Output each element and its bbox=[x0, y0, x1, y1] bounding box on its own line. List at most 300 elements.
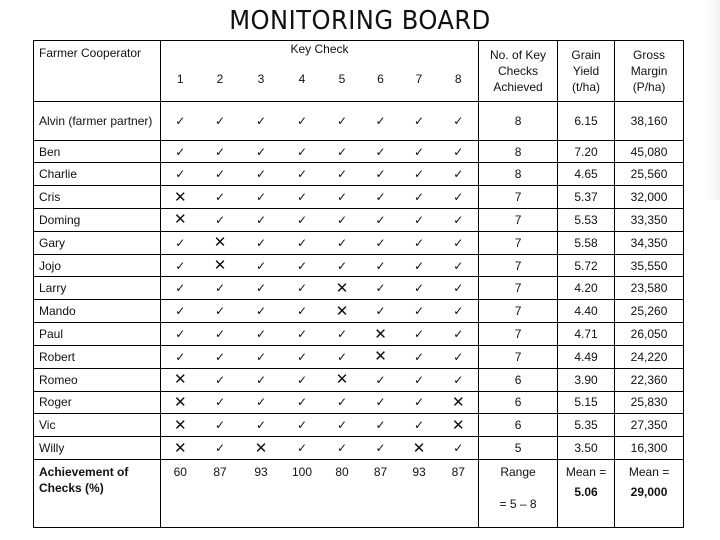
key-check-cell bbox=[439, 345, 479, 368]
check-mark-icon: ✓ bbox=[453, 235, 464, 250]
cross-mark-icon: ✕ bbox=[451, 415, 465, 434]
key-check-cell bbox=[439, 231, 479, 254]
grain-yield-value: 4.20 bbox=[558, 277, 615, 300]
achieved-count: 7 bbox=[479, 209, 558, 232]
check-mark-icon: ✓ bbox=[296, 372, 308, 387]
key-check-cell bbox=[161, 414, 200, 437]
check-mark-icon: ✓ bbox=[336, 349, 348, 364]
key-check-cell bbox=[362, 345, 400, 368]
check-mark-icon: ✓ bbox=[255, 258, 267, 273]
key-check-cell bbox=[200, 323, 241, 346]
margin-mean-cell bbox=[615, 460, 684, 528]
check-mark-icon: ✓ bbox=[255, 190, 267, 205]
check-mark-icon: ✓ bbox=[453, 441, 464, 456]
key-check-cell bbox=[161, 254, 200, 277]
cross-mark-icon: ✕ bbox=[173, 415, 187, 434]
key-check-cell bbox=[200, 300, 241, 323]
key-check-cell bbox=[362, 163, 400, 186]
key-check-cell bbox=[400, 163, 439, 186]
check-mark-icon: ✓ bbox=[296, 304, 308, 319]
check-mark-icon: ✓ bbox=[413, 144, 425, 159]
check-mark-icon: ✓ bbox=[375, 235, 386, 250]
key-check-cell bbox=[200, 101, 241, 140]
check-mark-icon: ✓ bbox=[336, 327, 348, 341]
key-check-cell bbox=[241, 277, 282, 300]
key-check-cell bbox=[282, 209, 323, 232]
key-check-cell bbox=[362, 414, 400, 437]
check-mark-icon: ✓ bbox=[175, 144, 186, 159]
check-mark-icon: ✓ bbox=[375, 190, 386, 205]
gross-margin-value: 16,300 bbox=[615, 437, 684, 460]
check-mark-icon: ✓ bbox=[255, 304, 267, 319]
farmer-row bbox=[34, 414, 684, 437]
check-mark-icon: ✓ bbox=[175, 304, 186, 319]
check-mark-icon: ✓ bbox=[175, 235, 186, 250]
check-mark-icon: ✓ bbox=[214, 418, 226, 433]
gross-margin-value: 34,350 bbox=[615, 231, 684, 254]
check-mark-icon: ✓ bbox=[336, 167, 348, 182]
check-mark-icon: ✓ bbox=[336, 235, 348, 250]
range-label: Range bbox=[500, 465, 536, 479]
key-check-cell bbox=[323, 254, 362, 277]
check-mark-icon: ✓ bbox=[413, 349, 425, 364]
key-check-cell bbox=[439, 391, 479, 414]
gross-margin-value: 26,050 bbox=[615, 323, 684, 346]
header-key-check: Key Check bbox=[161, 41, 479, 58]
key-check-cell bbox=[161, 277, 200, 300]
key-check-cell bbox=[439, 254, 479, 277]
key-check-cell bbox=[323, 186, 362, 209]
check-mark-icon: ✓ bbox=[296, 441, 308, 456]
farmer-name: Vic bbox=[34, 414, 161, 437]
check-mark-icon: ✓ bbox=[175, 349, 186, 364]
check-mark-icon: ✓ bbox=[453, 113, 464, 128]
achieved-count: 7 bbox=[479, 231, 558, 254]
check-mark-icon: ✓ bbox=[255, 235, 267, 250]
grain-yield-value: 5.35 bbox=[558, 414, 615, 437]
achieved-count: 8 bbox=[479, 140, 558, 163]
check-mark-icon: ✓ bbox=[296, 113, 308, 128]
grain-yield-value: 4.40 bbox=[558, 300, 615, 323]
gross-margin-value: 38,160 bbox=[615, 101, 684, 140]
farmer-row bbox=[34, 368, 684, 391]
key-number: 3 bbox=[241, 57, 282, 101]
check-mark-icon: ✓ bbox=[175, 281, 186, 296]
key-check-cell bbox=[282, 254, 323, 277]
key-check-cell bbox=[323, 209, 362, 232]
check-mark-icon: ✓ bbox=[336, 144, 348, 159]
key-check-cell bbox=[362, 140, 400, 163]
yield-mean-label: Mean = bbox=[565, 465, 607, 479]
gross-margin-value: 25,260 bbox=[615, 300, 684, 323]
achieved-count: 6 bbox=[479, 368, 558, 391]
check-mark-icon: ✓ bbox=[296, 418, 308, 433]
check-mark-icon: ✓ bbox=[375, 372, 386, 387]
key-check-cell bbox=[362, 209, 400, 232]
key-check-cell bbox=[400, 391, 439, 414]
key-check-cell bbox=[282, 277, 323, 300]
check-mark-icon: ✓ bbox=[413, 167, 425, 182]
grain-yield-value: 3.90 bbox=[558, 368, 615, 391]
check-mark-icon: ✓ bbox=[375, 144, 386, 159]
key-check-cell bbox=[241, 391, 282, 414]
check-mark-icon: ✓ bbox=[453, 327, 464, 341]
key-check-cell bbox=[282, 163, 323, 186]
range-value: = 5 – 8 bbox=[499, 497, 537, 511]
key-check-cell bbox=[362, 391, 400, 414]
key-check-cell bbox=[400, 345, 439, 368]
check-mark-icon: ✓ bbox=[413, 327, 425, 341]
key-check-cell bbox=[161, 163, 200, 186]
grain-yield-value: 5.58 bbox=[558, 231, 615, 254]
key-check-cell bbox=[241, 101, 282, 140]
key-check-cell bbox=[241, 345, 282, 368]
check-mark-icon: ✓ bbox=[175, 113, 186, 128]
cross-mark-icon: ✕ bbox=[213, 233, 227, 252]
key-check-cell bbox=[161, 186, 200, 209]
achievement-value: 93 bbox=[400, 460, 439, 528]
check-mark-icon: ✓ bbox=[413, 304, 425, 319]
key-check-cell bbox=[323, 437, 362, 460]
gross-margin-value: 23,580 bbox=[615, 277, 684, 300]
key-check-cell bbox=[282, 323, 323, 346]
key-check-cell bbox=[200, 186, 241, 209]
header-farmer: Farmer Cooperator bbox=[34, 41, 161, 102]
check-mark-icon: ✓ bbox=[214, 212, 226, 227]
key-check-cell bbox=[323, 277, 362, 300]
key-check-cell bbox=[323, 414, 362, 437]
grain-yield-value: 3.50 bbox=[558, 437, 615, 460]
grain-yield-value: 7.20 bbox=[558, 140, 615, 163]
key-check-cell bbox=[241, 140, 282, 163]
key-check-cell bbox=[400, 300, 439, 323]
key-check-cell bbox=[200, 368, 241, 391]
check-mark-icon: ✓ bbox=[175, 258, 186, 273]
farmer-row bbox=[34, 345, 684, 368]
monitoring-table bbox=[33, 40, 684, 528]
key-check-cell bbox=[439, 277, 479, 300]
key-check-cell bbox=[241, 209, 282, 232]
cross-mark-icon: ✕ bbox=[213, 256, 227, 275]
check-mark-icon: ✓ bbox=[336, 441, 348, 456]
farmer-row bbox=[34, 101, 684, 140]
check-mark-icon: ✓ bbox=[375, 113, 386, 128]
check-mark-icon: ✓ bbox=[375, 441, 386, 456]
cross-mark-icon: ✕ bbox=[173, 187, 187, 206]
key-check-cell bbox=[241, 300, 282, 323]
grain-yield-value: 4.71 bbox=[558, 323, 615, 346]
key-check-cell bbox=[282, 437, 323, 460]
farmer-name: Charlie bbox=[34, 163, 161, 186]
key-check-cell bbox=[200, 345, 241, 368]
key-check-cell bbox=[282, 186, 323, 209]
achieved-count: 5 bbox=[479, 437, 558, 460]
key-check-cell bbox=[161, 300, 200, 323]
key-check-cell bbox=[161, 231, 200, 254]
key-check-cell bbox=[362, 437, 400, 460]
gross-margin-value: 35,550 bbox=[615, 254, 684, 277]
check-mark-icon: ✓ bbox=[296, 327, 308, 341]
achieved-count: 7 bbox=[479, 277, 558, 300]
key-check-cell bbox=[241, 163, 282, 186]
check-mark-icon: ✓ bbox=[336, 418, 348, 433]
farmer-name: Willy bbox=[34, 437, 161, 460]
key-check-cell bbox=[362, 300, 400, 323]
farmer-name: Doming bbox=[34, 209, 161, 232]
farmer-row bbox=[34, 254, 684, 277]
achievement-value: 93 bbox=[241, 460, 282, 528]
achievement-value: 80 bbox=[323, 460, 362, 528]
check-mark-icon: ✓ bbox=[453, 349, 464, 364]
check-mark-icon: ✓ bbox=[413, 281, 425, 296]
key-check-cell bbox=[161, 209, 200, 232]
check-mark-icon: ✓ bbox=[413, 212, 425, 227]
key-check-cell bbox=[439, 140, 479, 163]
key-check-cell bbox=[200, 437, 241, 460]
farmer-row bbox=[34, 186, 684, 209]
cross-mark-icon: ✕ bbox=[254, 438, 268, 457]
farmer-name: Cris bbox=[34, 186, 161, 209]
key-check-cell bbox=[323, 368, 362, 391]
check-mark-icon: ✓ bbox=[413, 113, 425, 128]
key-check-cell bbox=[161, 345, 200, 368]
key-number: 8 bbox=[439, 57, 479, 101]
check-mark-icon: ✓ bbox=[453, 212, 464, 227]
farmer-row bbox=[34, 437, 684, 460]
key-check-cell bbox=[323, 140, 362, 163]
achievement-row bbox=[34, 460, 684, 528]
check-mark-icon: ✓ bbox=[214, 349, 226, 364]
cross-mark-icon: ✕ bbox=[335, 370, 349, 389]
check-mark-icon: ✓ bbox=[214, 113, 226, 128]
check-mark-icon: ✓ bbox=[214, 372, 226, 387]
check-mark-icon: ✓ bbox=[296, 190, 308, 205]
check-mark-icon: ✓ bbox=[336, 395, 348, 410]
check-mark-icon: ✓ bbox=[336, 113, 348, 128]
farmer-row bbox=[34, 140, 684, 163]
check-mark-icon: ✓ bbox=[375, 212, 386, 227]
key-check-cell bbox=[282, 231, 323, 254]
check-mark-icon: ✓ bbox=[336, 190, 348, 205]
gross-margin-value: 32,000 bbox=[615, 186, 684, 209]
cross-mark-icon: ✕ bbox=[374, 347, 387, 366]
check-mark-icon: ✓ bbox=[296, 349, 308, 364]
gross-margin-value: 25,830 bbox=[615, 391, 684, 414]
key-check-cell bbox=[161, 437, 200, 460]
grain-yield-value: 4.49 bbox=[558, 345, 615, 368]
key-check-cell bbox=[282, 345, 323, 368]
achieved-count: 7 bbox=[479, 345, 558, 368]
grain-yield-value: 4.65 bbox=[558, 163, 615, 186]
key-check-cell bbox=[200, 277, 241, 300]
check-mark-icon: ✓ bbox=[255, 144, 267, 159]
key-number: 1 bbox=[161, 57, 200, 101]
key-check-cell bbox=[323, 231, 362, 254]
check-mark-icon: ✓ bbox=[453, 190, 464, 205]
key-check-cell bbox=[400, 368, 439, 391]
key-check-cell bbox=[362, 254, 400, 277]
yield-mean-value: 5.06 bbox=[574, 485, 598, 499]
farmer-row bbox=[34, 209, 684, 232]
check-mark-icon: ✓ bbox=[453, 372, 464, 387]
check-mark-icon: ✓ bbox=[214, 144, 226, 159]
cross-mark-icon: ✕ bbox=[173, 370, 187, 389]
key-check-cell bbox=[282, 300, 323, 323]
yield-mean-cell bbox=[558, 460, 615, 528]
check-mark-icon: ✓ bbox=[255, 395, 267, 410]
check-mark-icon: ✓ bbox=[255, 113, 267, 128]
check-mark-icon: ✓ bbox=[296, 235, 308, 250]
gross-margin-value: 33,350 bbox=[615, 209, 684, 232]
check-mark-icon: ✓ bbox=[296, 281, 308, 296]
check-mark-icon: ✓ bbox=[375, 167, 386, 182]
achievement-value: 87 bbox=[200, 460, 241, 528]
key-check-cell bbox=[362, 277, 400, 300]
key-check-cell bbox=[400, 437, 439, 460]
key-check-cell bbox=[439, 163, 479, 186]
header-grain-yield: Grain Yield (t/ha) bbox=[558, 41, 615, 102]
achievement-label: Achievement of Checks (%) bbox=[34, 460, 161, 528]
check-mark-icon: ✓ bbox=[413, 372, 425, 387]
achieved-count: 8 bbox=[479, 101, 558, 140]
key-check-cell bbox=[439, 437, 479, 460]
key-check-cell bbox=[282, 140, 323, 163]
gross-margin-value: 24,220 bbox=[615, 345, 684, 368]
cross-mark-icon: ✕ bbox=[335, 278, 349, 297]
key-check-cell bbox=[282, 368, 323, 391]
key-check-cell bbox=[241, 437, 282, 460]
check-mark-icon: ✓ bbox=[255, 418, 267, 433]
key-check-cell bbox=[323, 345, 362, 368]
key-check-cell bbox=[362, 323, 400, 346]
check-mark-icon: ✓ bbox=[413, 258, 425, 273]
check-mark-icon: ✓ bbox=[375, 418, 386, 433]
key-check-cell bbox=[200, 254, 241, 277]
grain-yield-value: 5.53 bbox=[558, 209, 615, 232]
grain-yield-value: 5.72 bbox=[558, 254, 615, 277]
check-mark-icon: ✓ bbox=[453, 167, 464, 182]
check-mark-icon: ✓ bbox=[175, 167, 186, 182]
farmer-name: Jojo bbox=[34, 254, 161, 277]
cross-mark-icon: ✕ bbox=[335, 301, 349, 320]
farmer-row bbox=[34, 163, 684, 186]
key-check-cell bbox=[241, 254, 282, 277]
farmer-name: Mando bbox=[34, 300, 161, 323]
key-check-cell bbox=[439, 186, 479, 209]
key-check-cell bbox=[400, 414, 439, 437]
achieved-count: 8 bbox=[479, 163, 558, 186]
achievement-value: 100 bbox=[282, 460, 323, 528]
farmer-row bbox=[34, 231, 684, 254]
cross-mark-icon: ✕ bbox=[173, 438, 187, 457]
key-check-cell bbox=[200, 163, 241, 186]
cross-mark-icon: ✕ bbox=[374, 324, 387, 343]
check-mark-icon: ✓ bbox=[413, 395, 425, 410]
key-check-cell bbox=[323, 323, 362, 346]
key-check-cell bbox=[161, 391, 200, 414]
key-check-cell bbox=[241, 323, 282, 346]
key-check-cell bbox=[200, 414, 241, 437]
cross-mark-icon: ✕ bbox=[173, 210, 187, 229]
farmer-name: Ben bbox=[34, 140, 161, 163]
key-check-cell bbox=[200, 391, 241, 414]
gross-margin-value: 22,360 bbox=[615, 368, 684, 391]
key-check-cell bbox=[282, 414, 323, 437]
check-mark-icon: ✓ bbox=[214, 304, 226, 319]
check-mark-icon: ✓ bbox=[375, 395, 386, 410]
key-check-cell bbox=[323, 391, 362, 414]
key-number: 5 bbox=[323, 57, 362, 101]
check-mark-icon: ✓ bbox=[255, 212, 267, 227]
page-title: MONITORING BOARD bbox=[229, 6, 491, 36]
check-mark-icon: ✓ bbox=[296, 258, 308, 273]
check-mark-icon: ✓ bbox=[453, 281, 464, 296]
check-mark-icon: ✓ bbox=[413, 235, 425, 250]
key-check-cell bbox=[400, 323, 439, 346]
check-mark-icon: ✓ bbox=[296, 144, 308, 159]
achieved-count: 7 bbox=[479, 186, 558, 209]
page-edge-shade bbox=[706, 0, 720, 200]
farmer-name: Larry bbox=[34, 277, 161, 300]
grain-yield-value: 6.15 bbox=[558, 101, 615, 140]
check-mark-icon: ✓ bbox=[255, 167, 267, 182]
key-check-cell bbox=[400, 277, 439, 300]
gross-margin-value: 27,350 bbox=[615, 414, 684, 437]
farmer-row bbox=[34, 391, 684, 414]
key-number: 2 bbox=[200, 57, 241, 101]
check-mark-icon: ✓ bbox=[453, 304, 464, 319]
key-check-cell bbox=[400, 231, 439, 254]
check-mark-icon: ✓ bbox=[375, 281, 386, 296]
grain-yield-value: 5.15 bbox=[558, 391, 615, 414]
cross-mark-icon: ✕ bbox=[173, 392, 187, 411]
key-check-cell bbox=[323, 101, 362, 140]
margin-mean-label: Mean = bbox=[628, 465, 670, 479]
key-check-cell bbox=[161, 140, 200, 163]
achieved-count: 6 bbox=[479, 391, 558, 414]
key-check-cell bbox=[323, 163, 362, 186]
margin-mean-value: 29,000 bbox=[630, 485, 668, 499]
check-mark-icon: ✓ bbox=[255, 327, 267, 341]
check-mark-icon: ✓ bbox=[375, 304, 386, 319]
achievement-value: 60 bbox=[161, 460, 200, 528]
key-check-cell bbox=[439, 323, 479, 346]
cross-mark-icon: ✕ bbox=[451, 392, 465, 411]
check-mark-icon: ✓ bbox=[255, 281, 267, 296]
check-mark-icon: ✓ bbox=[336, 258, 348, 273]
key-check-cell bbox=[200, 231, 241, 254]
check-mark-icon: ✓ bbox=[214, 281, 226, 296]
check-mark-icon: ✓ bbox=[255, 349, 267, 364]
farmer-name: Paul bbox=[34, 323, 161, 346]
achieved-count: 7 bbox=[479, 300, 558, 323]
header-gross-margin: Gross Margin (P/ha) bbox=[615, 41, 684, 102]
grain-yield-value: 5.37 bbox=[558, 186, 615, 209]
key-check-cell bbox=[439, 300, 479, 323]
key-check-cell bbox=[362, 101, 400, 140]
key-check-cell bbox=[400, 140, 439, 163]
key-check-cell bbox=[400, 186, 439, 209]
key-check-cell bbox=[161, 101, 200, 140]
header-row bbox=[34, 41, 684, 58]
gross-margin-value: 25,560 bbox=[615, 163, 684, 186]
key-check-cell bbox=[161, 368, 200, 391]
key-check-cell bbox=[362, 231, 400, 254]
key-check-cell bbox=[400, 209, 439, 232]
key-check-cell bbox=[200, 140, 241, 163]
cross-mark-icon: ✕ bbox=[412, 438, 426, 457]
key-check-cell bbox=[362, 368, 400, 391]
